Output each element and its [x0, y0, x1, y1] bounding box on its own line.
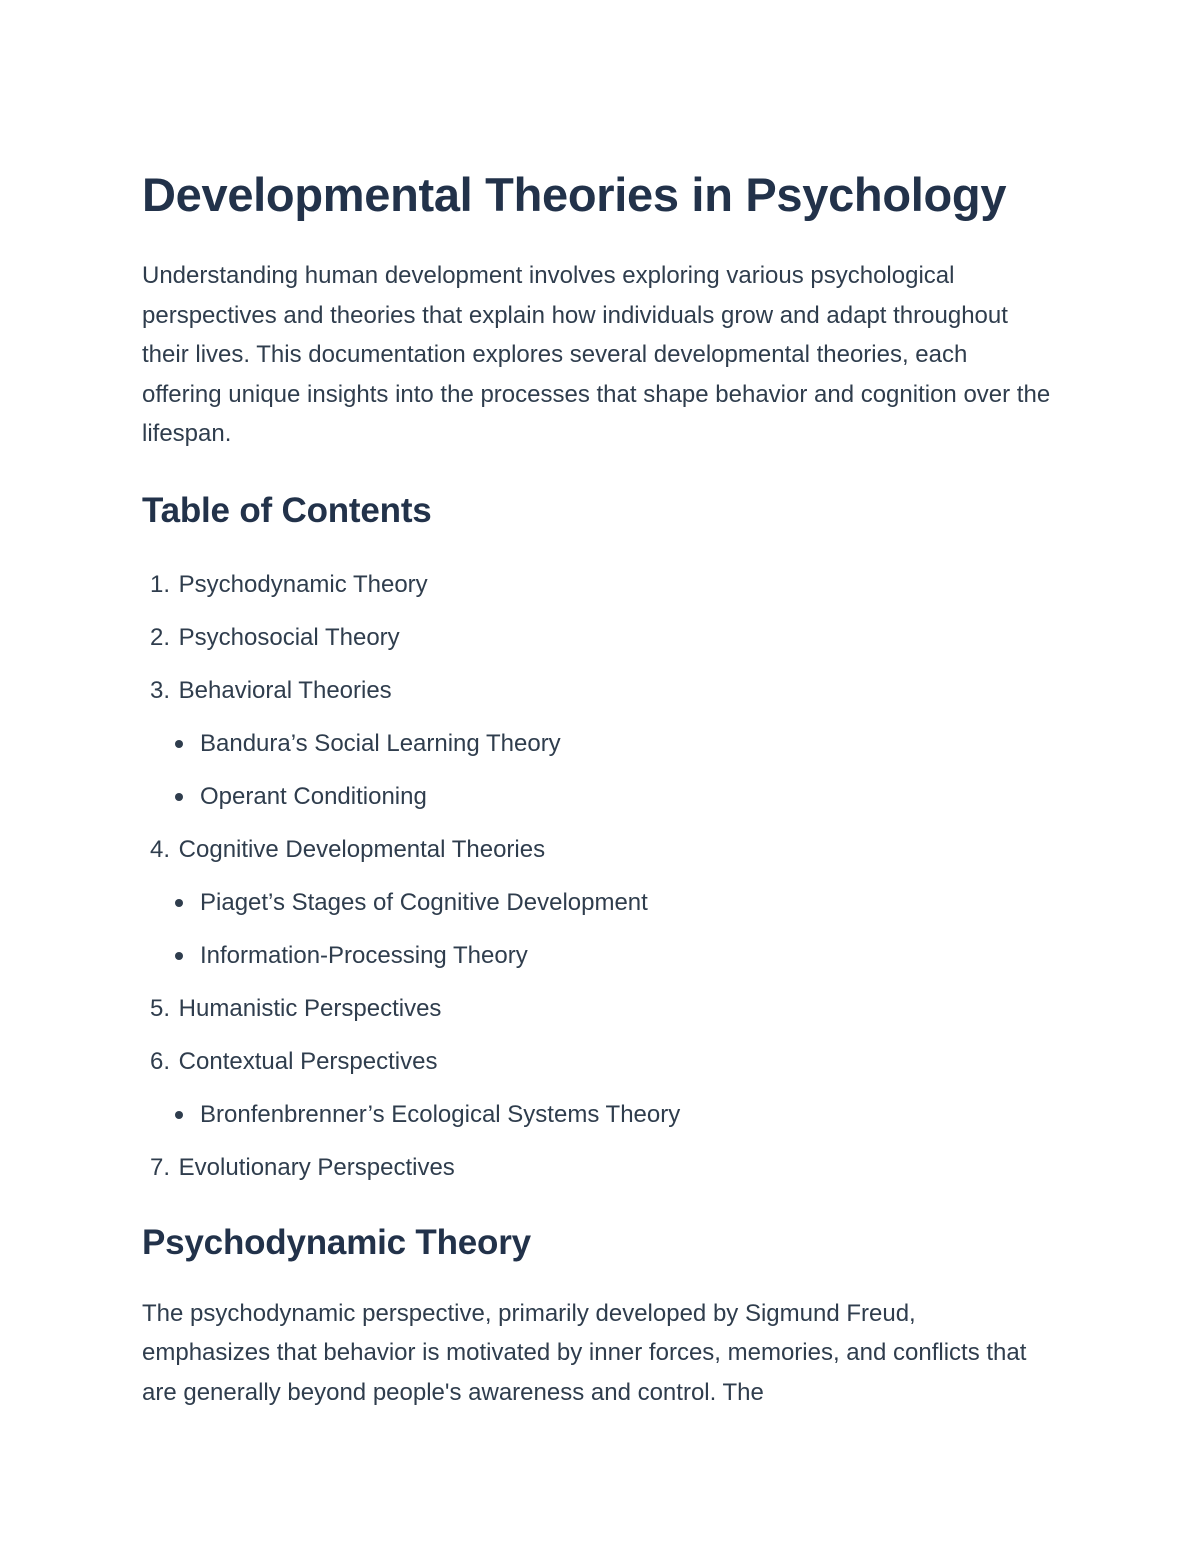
toc-item-number: 5. [149, 994, 170, 1022]
toc-heading: Table of Contents [142, 490, 432, 530]
toc-item[interactable] [142, 823, 1062, 876]
section-heading: Psychodynamic Theory [142, 1222, 531, 1262]
toc-item-label[interactable]: Evolutionary Perspectives [178, 1153, 455, 1181]
toc-item-number: 7. [149, 1153, 170, 1181]
intro-paragraph: Understanding human development involves exploring various psychological perspectives and theories that explain how individuals grow and adapt throughout their lives. This documentation explores several developmental theories, each offering unique insights into the processes that shape behavior and cognition over the lifespan. [142, 262, 1051, 447]
document-page [142, 166, 1062, 1412]
toc-subitem[interactable]: Bronfenbrenner’s Ecological Systems Theory [172, 1088, 1062, 1141]
toc-sublist-container [142, 717, 1062, 823]
toc-sublist [142, 717, 1062, 823]
toc-subitem[interactable]: Bandura’s Social Learning Theory [172, 717, 1062, 770]
toc-item-number: 6. [149, 1047, 170, 1075]
toc-item[interactable] [142, 982, 1062, 1035]
toc-item-label[interactable]: Behavioral Theories [178, 676, 392, 704]
toc-item-label[interactable]: Psychosocial Theory [178, 623, 400, 651]
toc-subitem[interactable]: Piaget’s Stages of Cognitive Development [172, 876, 1062, 929]
toc-item-number: 4. [149, 835, 170, 863]
toc-sublist-container [142, 876, 1062, 982]
toc-item[interactable] [142, 611, 1062, 664]
toc-item[interactable] [142, 1141, 1062, 1194]
toc-item-number: 3. [149, 676, 170, 704]
toc-item-label[interactable]: Cognitive Developmental Theories [178, 835, 546, 863]
toc-item-number: 2. [149, 623, 170, 651]
toc-item-label[interactable]: Psychodynamic Theory [178, 570, 428, 598]
toc-sublist [142, 876, 1062, 982]
toc-sublist-container [142, 1088, 1062, 1141]
toc-item[interactable] [142, 1035, 1062, 1088]
toc-item-label[interactable]: Humanistic Perspectives [178, 994, 442, 1022]
page-title: Developmental Theories in Psychology [142, 168, 1007, 221]
toc-sublist [142, 1088, 1062, 1141]
toc-subitem[interactable]: Information-Processing Theory [172, 929, 1062, 982]
toc-subitem[interactable]: Operant Conditioning [172, 770, 1062, 823]
toc-item-label[interactable]: Contextual Perspectives [178, 1047, 438, 1075]
toc-item[interactable] [142, 664, 1062, 717]
toc-item-number: 1. [149, 570, 170, 598]
table-of-contents [142, 558, 1062, 1194]
section-paragraph: The psychodynamic perspective, primarily developed by Sigmund Freud, emphasizes that behavior is motivated by inner forces, memories, and conflicts that are generally beyond people's awareness and control. The [142, 1299, 1027, 1406]
toc-item[interactable] [142, 558, 1062, 611]
